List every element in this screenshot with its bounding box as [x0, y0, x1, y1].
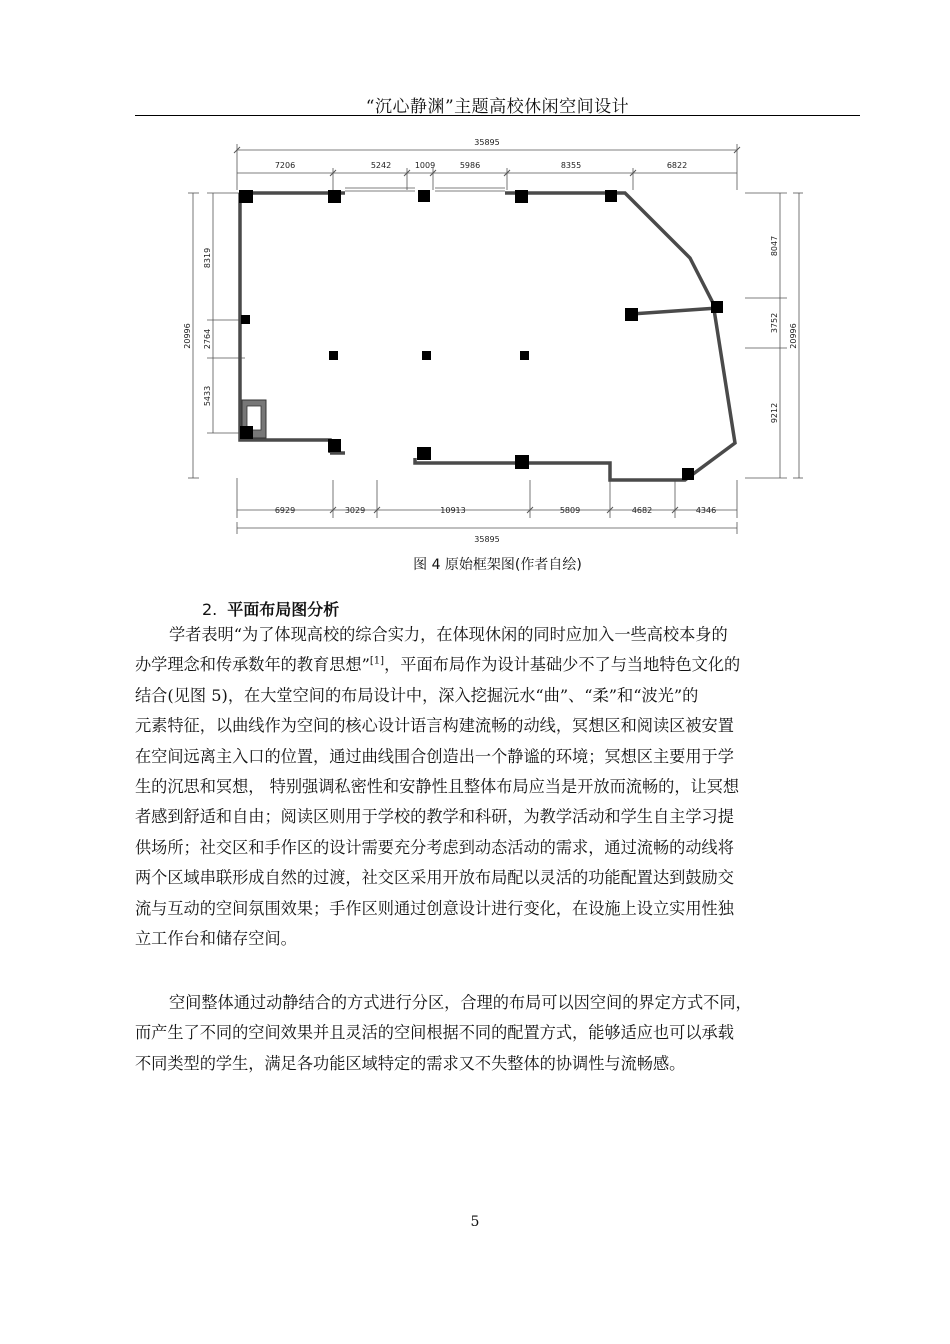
paragraph-1 [135, 620, 860, 954]
dim-bottom-2: 3029 [344, 506, 366, 515]
section-heading [202, 597, 339, 620]
paragraph-line: 生的沉思和冥想， 特别强调私密性和安静性且整体布局应当是开放而流畅的，让冥想 [135, 777, 740, 797]
dim-top-2: 5242 [370, 161, 392, 170]
dim-top-6: 6822 [666, 161, 688, 170]
paragraph-line: 在空间远离主入口的位置，通过曲线围合创造出一个静谧的环境；冥想区主要用于学 [135, 746, 734, 766]
dim-top-5: 8355 [560, 161, 582, 170]
paragraph-line: 而产生了不同的空间效果并且灵活的空间根据不同的配置方式，能够适应也可以承载 [135, 1023, 734, 1043]
paragraph-line: 流与互动的空间氛围效果；手作区则通过创意设计进行变化，在设施上设立实用性独 [135, 898, 734, 918]
dim-top-total: 35895 [474, 138, 500, 147]
dim-right-2: 3752 [770, 312, 779, 334]
paragraph-2 [135, 988, 860, 1079]
paragraph-line: 空间整体通过动静结合的方式进行分区，合理的布局可以因空间的界定方式不同， [169, 993, 752, 1012]
dim-bottom-3: 10913 [440, 506, 466, 515]
dim-bottom-4: 5809 [559, 506, 581, 515]
section-number: 2. [202, 600, 218, 619]
figure-caption: 图 4 原始框架图(作者自绘) [413, 557, 582, 573]
dim-bottom-6: 4346 [695, 506, 717, 515]
paragraph-line: 办学理念和传承数年的教育思想”[1]，平面布局作为设计基础少不了与当地特色文化的 [135, 655, 741, 675]
running-header: “沉心静渊”主题高校休闲空间设计 [365, 97, 630, 117]
dim-bottom-1: 6929 [274, 506, 296, 515]
floor-plan-drawing [185, 128, 805, 548]
paragraph-line: 立工作台和储存空间。 [135, 929, 297, 949]
dim-bottom-5: 4682 [631, 506, 653, 515]
dim-left-3: 5433 [203, 385, 212, 407]
dim-top-1: 7206 [274, 161, 296, 170]
paragraph-line: 两个区域串联形成自然的过渡，社交区采用开放布局配以灵活的功能配置达到鼓励交 [135, 868, 734, 888]
page-number: 5 [470, 1214, 480, 1230]
paragraph-line: 者感到舒适和自由；阅读区则用于学校的教学和科研，为教学活动和学生自主学习提 [135, 807, 734, 827]
dim-top-3: 1009 [414, 161, 436, 170]
structural-columns [239, 190, 723, 480]
dim-bottom-total: 35895 [474, 535, 500, 544]
paragraph-line: 学者表明“为了体现高校的综合实力，在体现休闲的同时应加入一些高校本身的 [169, 625, 728, 644]
dimension-ticks [234, 147, 740, 513]
building-walls [240, 193, 735, 480]
paragraph-line: 供场所；社交区和手作区的设计需要充分考虑到动态活动的需求，通过流畅的动线将 [135, 837, 734, 857]
dimension-lines [188, 144, 803, 534]
dim-left-total: 20996 [183, 323, 192, 349]
dim-right-1: 8047 [770, 235, 779, 257]
section-title: 平面布局图分析 [227, 600, 340, 619]
paragraph-line: 不同类型的学生，满足各功能区域特定的需求又不失整体的协调性与流畅感。 [135, 1053, 686, 1073]
dim-left-2: 2764 [203, 328, 212, 350]
dim-top-4: 5986 [459, 161, 481, 170]
dim-right-3: 9212 [770, 402, 779, 424]
paragraph-line: 结合(见图 5)，在大堂空间的布局设计中，深入挖掘沅水“曲”、“柔”和“波光”的 [135, 685, 699, 705]
dimension-labels [183, 138, 798, 544]
floor-plan-figure [185, 128, 805, 548]
citation-ref: [1] [369, 656, 385, 668]
dim-right-total: 20996 [789, 323, 798, 349]
header-rule [135, 115, 860, 116]
dim-left-1: 8319 [203, 247, 212, 269]
paragraph-line: 元素特征，以曲线作为空间的核心设计语言构建流畅的动线，冥想区和阅读区被安置 [135, 716, 734, 736]
